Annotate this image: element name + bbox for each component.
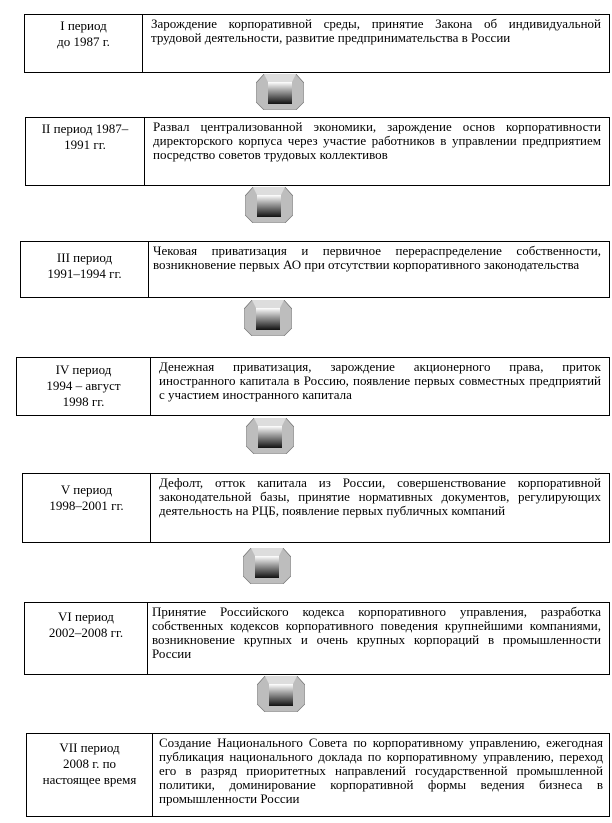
- period-description: Создание Национального Совета по корпоративному управлению, ежегодная публикация национального доклада по корпоративному управлению, переход его в разряд приоритетных направлений государственной промышленной политики, доминирование корпоративной формы ведения бизнеса в промышленности России: [159, 735, 603, 806]
- period-label: V период 1998–2001 гг.: [23, 474, 151, 542]
- down-arrow-icon: [257, 676, 305, 712]
- period-description: Дефолт, отток капитала из России, совершенствование корпоративной законодательной базы, принятие нормативных документов, регулирующих деятельность на РЦБ, появление первых публичных компаний: [159, 475, 601, 518]
- down-arrow-icon: [245, 187, 293, 223]
- period-label: IV период 1994 – август 1998 гг.: [17, 358, 151, 415]
- period-label: VII период 2008 г. по настоящее время: [27, 734, 153, 816]
- down-arrow-icon: [243, 548, 291, 584]
- down-arrow-icon: [244, 300, 292, 336]
- period-label: III период 1991–1994 гг.: [21, 242, 149, 297]
- period-row-1: [24, 14, 610, 73]
- period-label: I период до 1987 г.: [25, 15, 143, 72]
- down-arrow-icon: [256, 74, 304, 110]
- period-description: Принятие Российского кодекса корпоративного управления, разработка собственных кодексов корпоративного поведения крупнейшими компаниями, возникновение крупных и очень крупных корпораций в промышленности России: [152, 604, 601, 661]
- period-label: II период 1987– 1991 гг.: [26, 118, 145, 185]
- period-description: Развал централизованной экономики, зарождение основ корпоративности директорского корпуса через участие работников в управлении предприятием посредство советов трудовых коллективов: [153, 119, 601, 162]
- period-row-4: [16, 357, 610, 416]
- period-row-2: [25, 117, 610, 186]
- period-row-6: [24, 602, 610, 675]
- period-description: Денежная приватизация, зарождение акционерного права, приток иностранного капитала в Россию, появление первых совместных предприятий с участием иностранного капитала: [159, 359, 601, 402]
- period-description: Зарождение корпоративной среды, принятие Закона об индивидуальной трудовой деятельности, развитие предпринимательства в России: [151, 16, 601, 45]
- period-row-3: [20, 241, 610, 298]
- period-row-7: [26, 733, 610, 817]
- period-row-5: [22, 473, 610, 543]
- period-label: VI период 2002–2008 гг.: [25, 603, 148, 674]
- down-arrow-icon: [246, 418, 294, 454]
- period-description: Чековая приватизация и первичное перераспределение собственности, возникновение первых АО при отсутствии корпоративного законодательства: [153, 243, 601, 272]
